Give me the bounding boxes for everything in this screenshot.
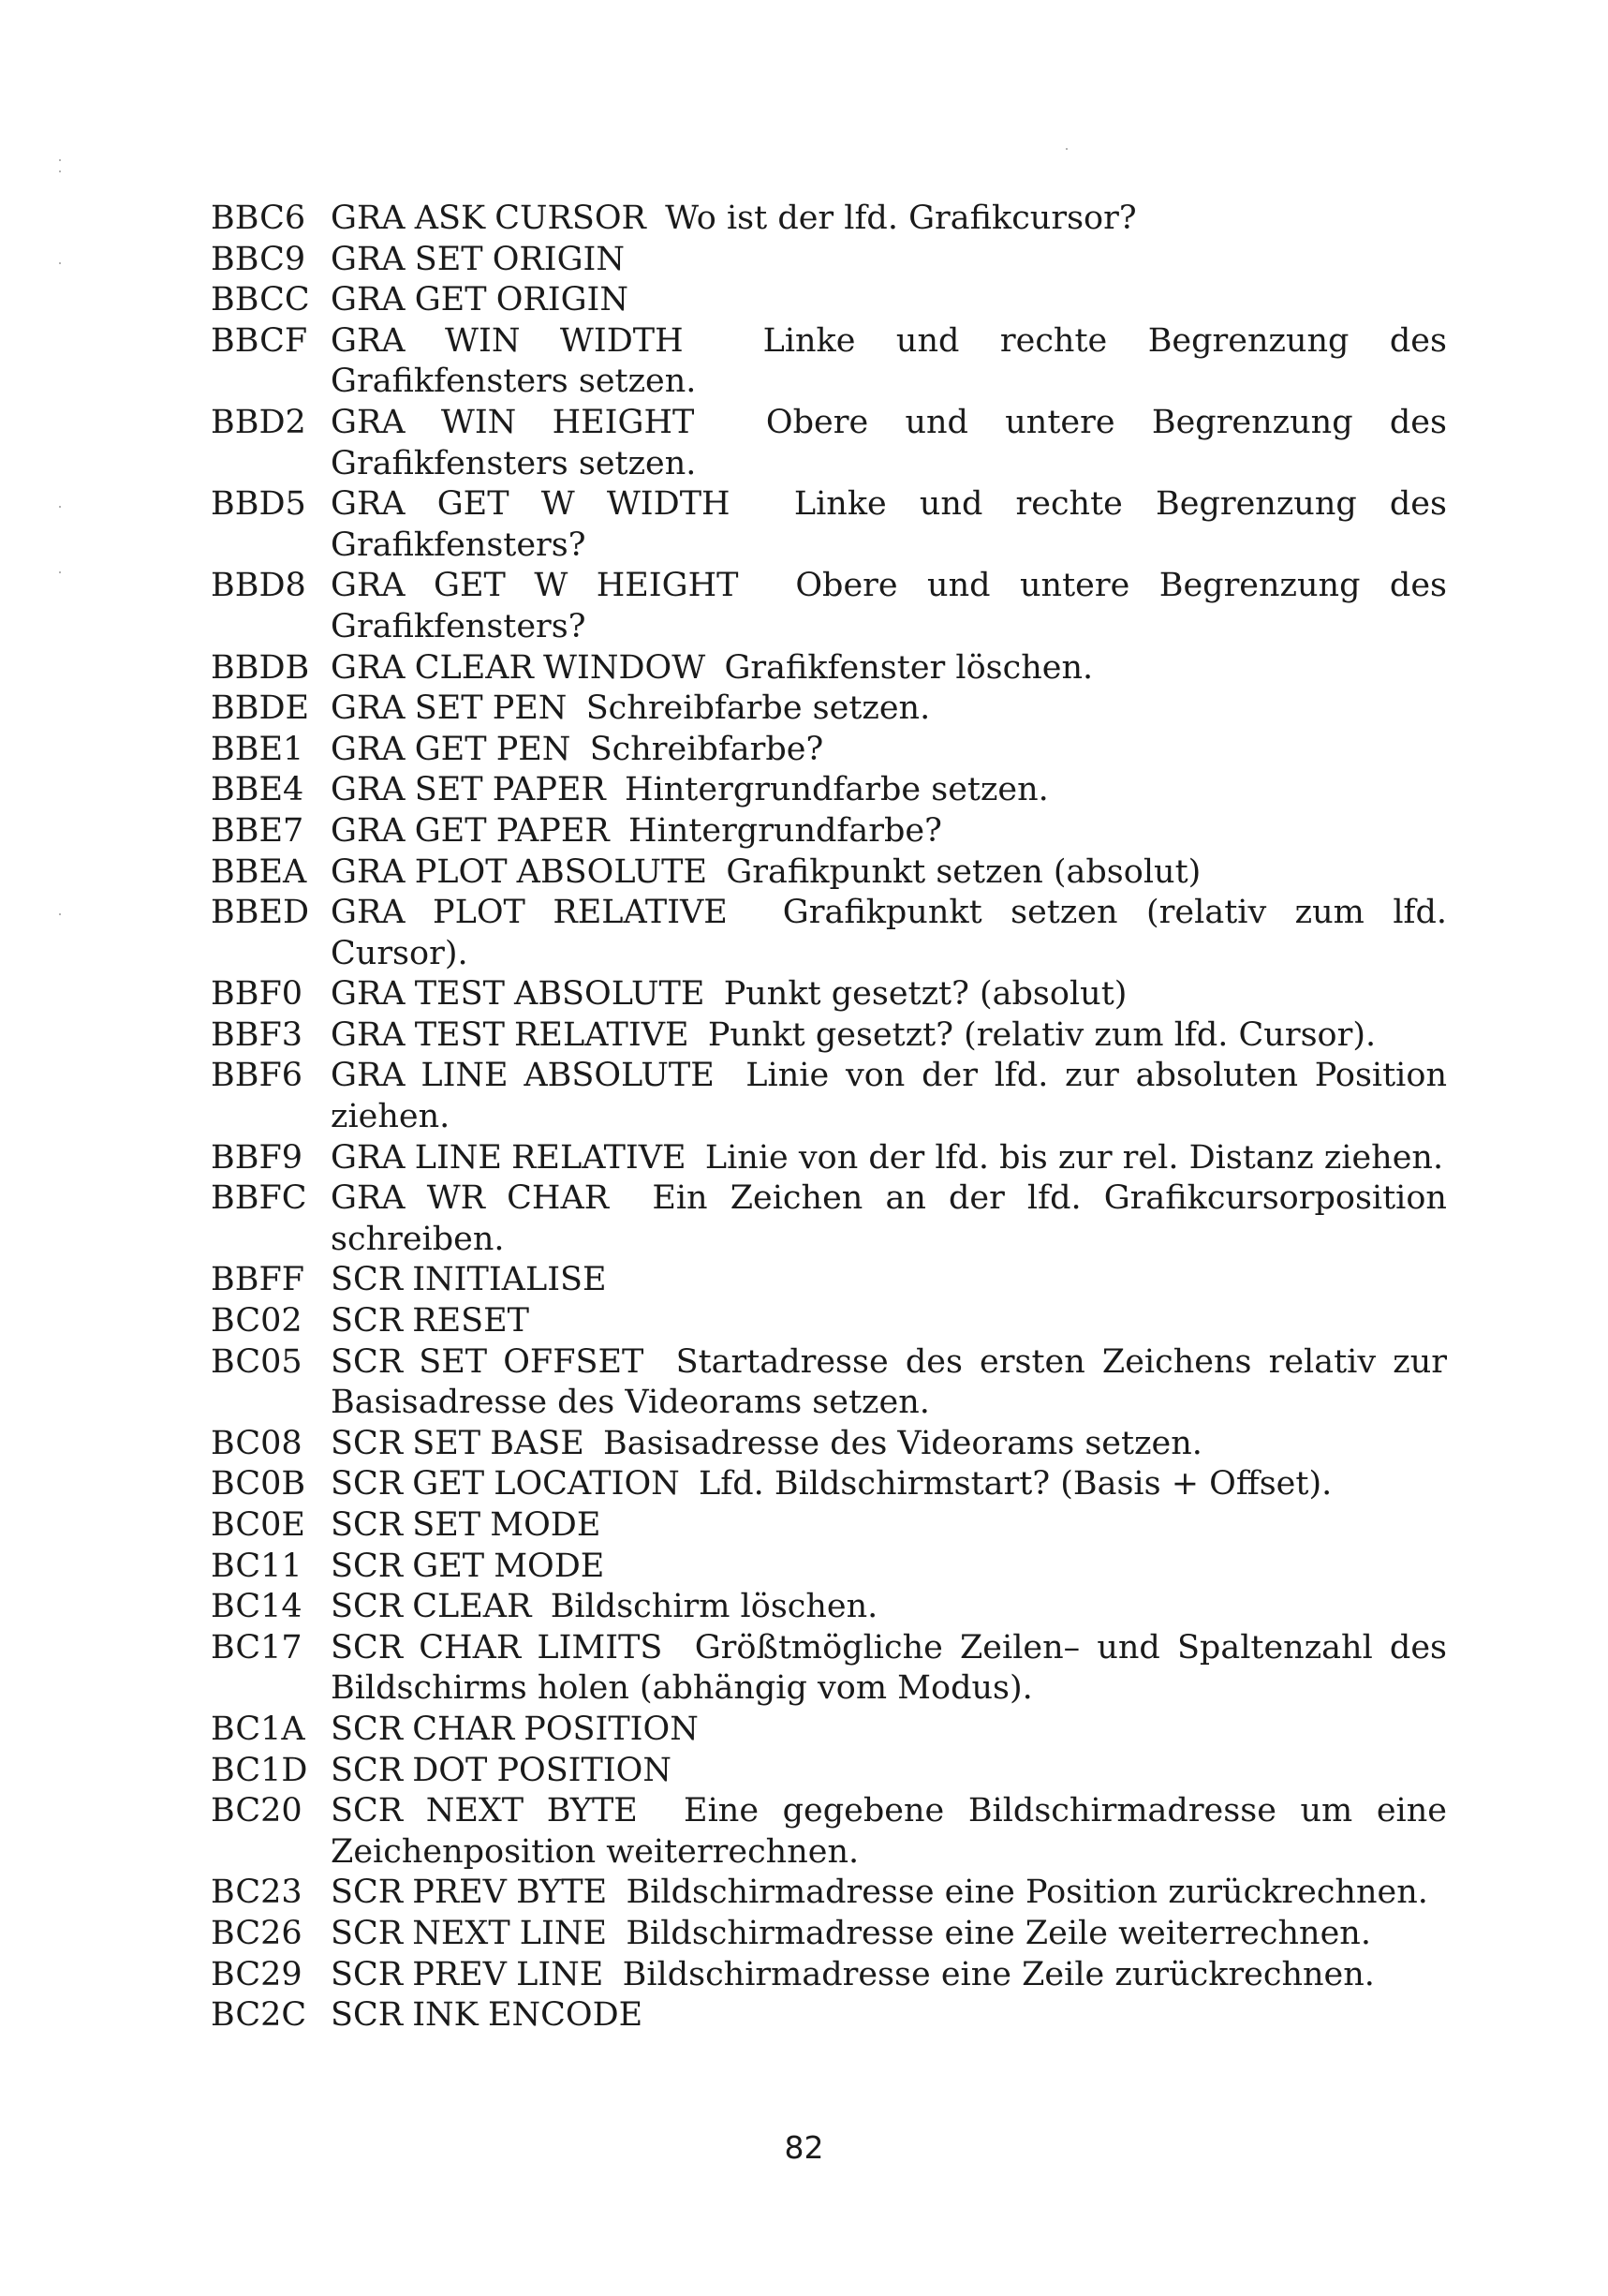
entry-routine-name: SCR PREV LINE xyxy=(331,1955,604,1993)
firmware-entry xyxy=(211,1342,1447,1424)
firmware-entry xyxy=(211,1301,1447,1342)
entry-address: BBD5 xyxy=(211,485,306,524)
entry-routine-name: GRA LINE RELATIVE xyxy=(331,1138,686,1177)
entry-routine-name: SCR CHAR POSITION xyxy=(331,1710,699,1748)
entry-address: BC29 xyxy=(211,1955,302,1993)
entry-routine-name: GRA GET PAPER xyxy=(331,811,610,850)
entry-address: BC0B xyxy=(211,1465,306,1504)
entry-body xyxy=(331,1995,1447,2037)
firmware-entry xyxy=(211,1914,1447,1955)
firmware-entry xyxy=(211,1056,1447,1137)
entry-body xyxy=(331,811,1447,852)
entry-address: BBC6 xyxy=(211,200,306,237)
firmware-entry xyxy=(211,770,1447,811)
entry-body xyxy=(331,1464,1447,1505)
entry-description: Grafikfenster löschen. xyxy=(724,648,1094,687)
entry-description: Größtmögliche Zeilen– und Spaltenzahl des Bildschirms holen (abhängig vom Modus). xyxy=(331,1628,1447,1708)
firmware-entry xyxy=(211,1710,1447,1751)
entry-routine-name: GRA GET W HEIGHT xyxy=(331,567,739,605)
entry-address: BBE4 xyxy=(211,771,304,809)
entry-description: Hintergrundfarbe? xyxy=(628,811,942,850)
entry-body xyxy=(331,852,1447,894)
entry-routine-name: SCR GET LOCATION xyxy=(331,1465,680,1504)
entry-description: Bildschirm löschen. xyxy=(550,1588,878,1626)
entry-address: BC08 xyxy=(211,1424,302,1462)
entry-description: Basisadresse des Videorams setzen. xyxy=(603,1424,1202,1462)
entry-body xyxy=(331,1056,1447,1137)
firmware-entry xyxy=(211,1791,1447,1873)
entry-routine-name: SCR PREV BYTE xyxy=(331,1874,608,1912)
entry-routine-name: SCR GET MODE xyxy=(331,1547,605,1585)
scan-speck xyxy=(59,506,61,508)
entry-routine-name: GRA SET PEN xyxy=(331,689,568,728)
entry-body xyxy=(331,1791,1447,1873)
entry-body xyxy=(331,240,1447,281)
entry-address: BBDB xyxy=(211,648,310,687)
entry-description: Wo ist der lfd. Grafikcursor? xyxy=(665,200,1137,237)
entry-address: BBCC xyxy=(211,281,310,319)
entry-address: BBC9 xyxy=(211,240,306,278)
entry-description: Startadresse des ersten Zeichens relativ zur Basisadresse des Videorams setzen. xyxy=(331,1342,1447,1422)
entry-routine-name: GRA GET W WIDTH xyxy=(331,485,730,524)
entry-address: BC14 xyxy=(211,1588,302,1626)
scan-speck xyxy=(59,262,61,264)
entry-body xyxy=(331,199,1447,240)
page-number: 82 xyxy=(784,2129,824,2166)
firmware-entry xyxy=(211,1178,1447,1260)
entry-routine-name: SCR NEXT LINE xyxy=(331,1914,608,1952)
entry-body xyxy=(331,403,1447,484)
firmware-entry xyxy=(211,1424,1447,1465)
entry-routine-name: GRA WIN HEIGHT xyxy=(331,403,695,441)
entry-body xyxy=(331,484,1447,566)
entry-description: Lfd. Bildschirmstart? (Basis + Offset). xyxy=(699,1465,1333,1504)
entry-body xyxy=(331,1628,1447,1710)
entry-address: BBE1 xyxy=(211,730,304,768)
firmware-entry xyxy=(211,1138,1447,1179)
firmware-entry xyxy=(211,1995,1447,2037)
entry-description: Obere und untere Begrenzung des Grafikfensters? xyxy=(331,567,1447,645)
entry-address: BBE7 xyxy=(211,811,304,850)
entry-address: BBD8 xyxy=(211,567,306,605)
firmware-entry xyxy=(211,1505,1447,1547)
entry-routine-name: GRA LINE ABSOLUTE xyxy=(331,1057,715,1095)
entry-body xyxy=(331,1505,1447,1547)
entry-routine-name: SCR INITIALISE xyxy=(331,1261,607,1299)
entry-address: BC2C xyxy=(211,1996,307,2035)
firmware-entry xyxy=(211,403,1447,484)
entry-address: BC11 xyxy=(211,1547,302,1585)
entry-description: Grafikpunkt setzen (relativ zum lfd. Cursor). xyxy=(331,894,1447,972)
entry-routine-name: GRA ASK CURSOR xyxy=(331,200,646,237)
firmware-entry xyxy=(211,1464,1447,1505)
entry-description: Bildschirmadresse eine Zeile zurückrechnen. xyxy=(622,1955,1375,1993)
entry-routine-name: SCR INK ENCODE xyxy=(331,1996,643,2035)
firmware-entry xyxy=(211,852,1447,894)
entry-routine-name: GRA GET ORIGIN xyxy=(331,281,628,319)
entry-routine-name: GRA CLEAR WINDOW xyxy=(331,648,706,687)
firmware-entry xyxy=(211,1260,1447,1301)
entry-routine-name: GRA SET ORIGIN xyxy=(331,240,625,278)
entry-body xyxy=(331,280,1447,321)
entry-address: BC23 xyxy=(211,1874,302,1912)
firmware-entry xyxy=(211,1547,1447,1588)
entry-description: Obere und untere Begrenzung des Grafikfensters setzen. xyxy=(331,403,1447,482)
entry-body xyxy=(331,1015,1447,1057)
scan-speck xyxy=(59,571,61,573)
entry-routine-name: GRA PLOT ABSOLUTE xyxy=(331,852,708,891)
entry-body xyxy=(331,893,1447,974)
entry-address: BC1A xyxy=(211,1710,305,1748)
entry-body xyxy=(331,1301,1447,1342)
entry-body xyxy=(331,770,1447,811)
scan-speck xyxy=(1066,148,1068,150)
entry-address: BBEA xyxy=(211,852,307,891)
entry-description: Linie von der lfd. bis zur rel. Distanz ziehen. xyxy=(704,1138,1444,1177)
firmware-entry xyxy=(211,1873,1447,1914)
entry-body xyxy=(331,689,1447,730)
firmware-entry xyxy=(211,648,1447,689)
entry-body xyxy=(331,1751,1447,1792)
entry-routine-name: SCR SET OFFSET xyxy=(331,1342,644,1381)
scan-speck xyxy=(59,170,61,172)
entry-body xyxy=(331,1873,1447,1914)
scan-speck xyxy=(59,159,61,161)
entry-routine-name: GRA WIN WIDTH xyxy=(331,321,684,360)
entry-routine-name: SCR CHAR LIMITS xyxy=(331,1628,663,1666)
firmware-entry xyxy=(211,1587,1447,1628)
entry-routine-name: GRA SET PAPER xyxy=(331,771,606,809)
entry-body xyxy=(331,1178,1447,1260)
firmware-entry xyxy=(211,1015,1447,1057)
entry-address: BC1D xyxy=(211,1751,308,1789)
entry-routine-name: SCR SET BASE xyxy=(331,1424,584,1462)
entry-routine-name: SCR NEXT BYTE xyxy=(331,1792,638,1830)
firmware-entry xyxy=(211,1628,1447,1710)
entry-routine-name: GRA GET PEN xyxy=(331,730,571,768)
entry-body xyxy=(331,1710,1447,1751)
entry-routine-name: GRA TEST RELATIVE xyxy=(331,1015,689,1054)
entry-body xyxy=(331,321,1447,403)
entry-body xyxy=(331,566,1447,647)
firmware-entry-list xyxy=(211,199,1447,2037)
entry-description: Punkt gesetzt? (absolut) xyxy=(723,975,1128,1014)
entry-description: Linie von der lfd. zur absoluten Position ziehen. xyxy=(331,1057,1447,1136)
entry-body xyxy=(331,1955,1447,1996)
entry-description: Schreibfarbe setzen. xyxy=(585,689,931,728)
entry-routine-name: SCR DOT POSITION xyxy=(331,1751,671,1789)
entry-address: BC0E xyxy=(211,1506,305,1544)
entry-address: BBED xyxy=(211,894,310,932)
entry-description: Ein Zeichen an der lfd. Grafikcursorposition schreiben. xyxy=(331,1179,1447,1258)
firmware-entry xyxy=(211,1751,1447,1792)
firmware-entry xyxy=(211,566,1447,647)
entry-body xyxy=(331,1260,1447,1301)
entry-routine-name: GRA TEST ABSOLUTE xyxy=(331,975,705,1014)
entry-routine-name: GRA WR CHAR xyxy=(331,1179,610,1218)
entry-address: BBCF xyxy=(211,321,308,360)
entry-description: Bildschirmadresse eine Position zurückrechnen. xyxy=(626,1874,1428,1912)
entry-address: BBD2 xyxy=(211,403,306,441)
firmware-entry xyxy=(211,730,1447,771)
entry-body xyxy=(331,730,1447,771)
entry-address: BBDE xyxy=(211,689,310,728)
scan-speck xyxy=(59,913,61,915)
entry-body xyxy=(331,974,1447,1015)
firmware-entry xyxy=(211,811,1447,852)
entry-body xyxy=(331,1138,1447,1179)
entry-description: Hintergrundfarbe setzen. xyxy=(625,771,1049,809)
entry-routine-name: SCR RESET xyxy=(331,1302,530,1341)
entry-address: BBF9 xyxy=(211,1138,302,1177)
firmware-entry xyxy=(211,321,1447,403)
entry-description: Linke und rechte Begrenzung des Grafikfensters? xyxy=(331,485,1447,564)
entry-description: Bildschirmadresse eine Zeile weiterrechnen. xyxy=(626,1914,1371,1952)
entry-address: BC20 xyxy=(211,1792,302,1830)
entry-address: BBF0 xyxy=(211,975,302,1014)
entry-address: BC05 xyxy=(211,1342,302,1381)
entry-address: BC17 xyxy=(211,1628,302,1666)
entry-body xyxy=(331,1914,1447,1955)
firmware-entry xyxy=(211,484,1447,566)
entry-body xyxy=(331,1587,1447,1628)
entry-routine-name: SCR SET MODE xyxy=(331,1506,601,1544)
entry-body xyxy=(331,648,1447,689)
entry-address: BC26 xyxy=(211,1914,302,1952)
firmware-entry xyxy=(211,199,1447,240)
entry-body xyxy=(331,1547,1447,1588)
entry-description: Grafikpunkt setzen (absolut) xyxy=(726,852,1202,891)
entry-routine-name: GRA PLOT RELATIVE xyxy=(331,894,728,932)
entry-address: BC02 xyxy=(211,1302,302,1341)
entry-address: BBF6 xyxy=(211,1057,302,1095)
firmware-entry xyxy=(211,974,1447,1015)
entry-address: BBFF xyxy=(211,1261,305,1299)
entry-body xyxy=(331,1342,1447,1424)
entry-description: Linke und rechte Begrenzung des Grafikfensters setzen. xyxy=(331,321,1447,401)
firmware-entry xyxy=(211,893,1447,974)
entry-body xyxy=(331,1424,1447,1465)
entry-description: Schreibfarbe? xyxy=(589,730,824,768)
entry-routine-name: SCR CLEAR xyxy=(331,1588,532,1626)
entry-description: Punkt gesetzt? (relativ zum lfd. Cursor). xyxy=(707,1015,1377,1054)
firmware-entry xyxy=(211,280,1447,321)
entry-address: BBF3 xyxy=(211,1015,302,1054)
entry-address: BBFC xyxy=(211,1179,307,1218)
firmware-entry xyxy=(211,1955,1447,1996)
entry-description: Eine gegebene Bildschirmadresse um eine Zeichenposition weiterrechnen. xyxy=(331,1792,1447,1871)
firmware-entry xyxy=(211,240,1447,281)
firmware-entry xyxy=(211,689,1447,730)
